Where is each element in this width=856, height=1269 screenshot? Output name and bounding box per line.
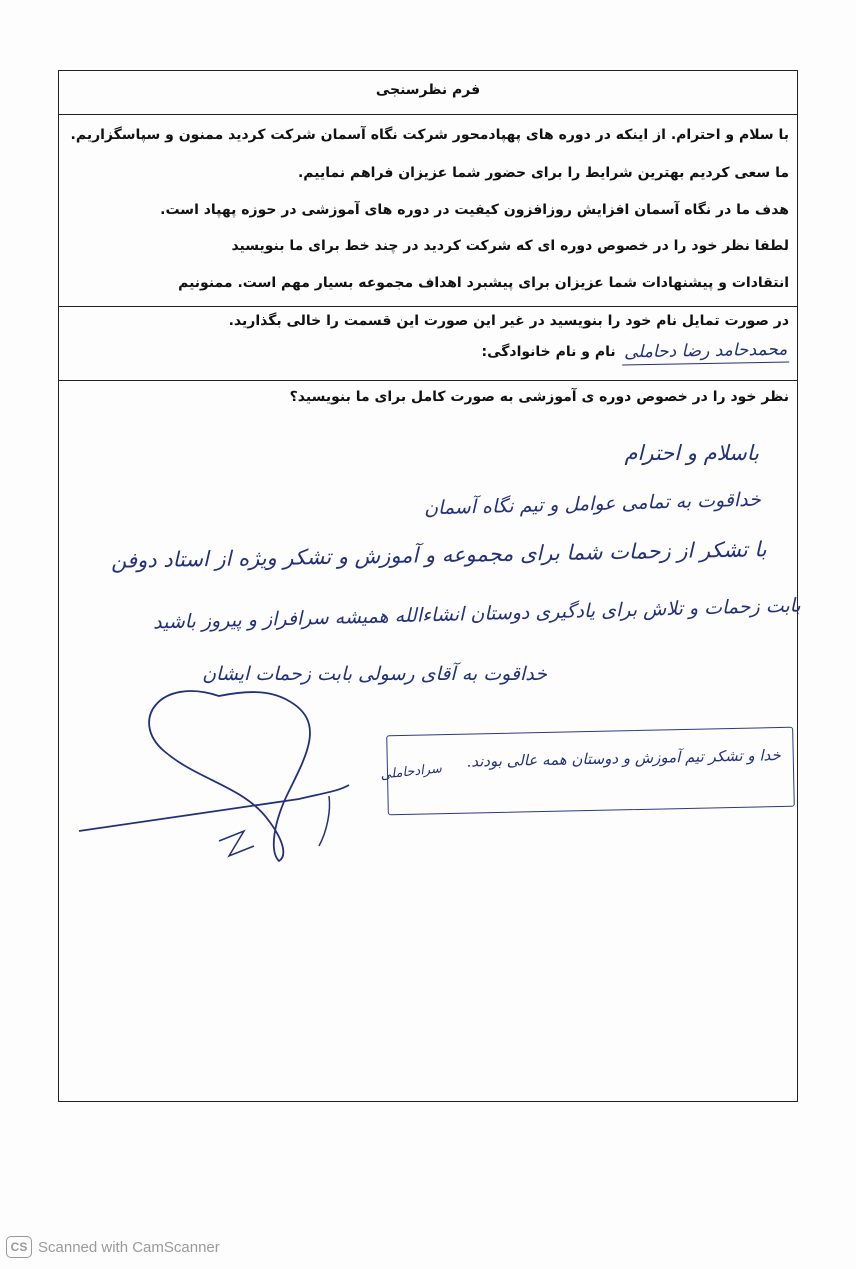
form-title-row bbox=[59, 71, 797, 115]
camscanner-label: Scanned with CamScanner bbox=[38, 1238, 220, 1256]
boxed-note-text: خدا و تشکر تیم آموزش و دوستان همه عالی بودند. bbox=[466, 746, 781, 771]
handwritten-line-2: خداقوت به تمامی عوامل و تیم نگاه آسمان bbox=[423, 488, 762, 520]
boxed-note bbox=[386, 727, 795, 816]
intro-line-4: لطفا نظر خود را در خصوص دوره ای که شرکت کردید در چند خط برای ما بنویسید bbox=[231, 238, 789, 254]
name-instruction: در صورت تمایل نام خود را بنویسید در غیر این صورت این قسمت را خالی بگذارید. bbox=[228, 313, 789, 329]
signature bbox=[69, 681, 443, 871]
signature-stroke bbox=[79, 785, 349, 831]
handwritten-line-3: با تشکر از زحمات شما برای مجموعه و آموزش و تشکر ویژه از استاد دوفن bbox=[111, 537, 768, 573]
signature-text: سرادحاملی bbox=[379, 761, 443, 783]
intro-line-3: هدف ما در نگاه آسمان افزایش روزافزون کیفیت در دوره های آموزشی در حوزه پهپاد است. bbox=[160, 202, 789, 218]
signature-tail bbox=[219, 831, 254, 856]
camscanner-watermark bbox=[6, 1236, 220, 1258]
name-row bbox=[59, 307, 797, 381]
intro-line-2: ما سعی کردیم بهترین شرایط را برای حضور شما عزیزان فراهم نماییم. bbox=[297, 165, 789, 181]
name-label: نام و نام خانوادگی: bbox=[481, 344, 616, 360]
intro-row bbox=[59, 115, 797, 307]
signature-hook bbox=[319, 796, 330, 846]
name-field bbox=[482, 341, 790, 364]
survey-form-table bbox=[58, 70, 802, 1102]
handwritten-line-4: بابت زحمات و تلاش برای یادگیری دوستان انشاءالله همیشه سرافراز و پیروز باشید bbox=[153, 594, 802, 634]
intro-line-5: انتقادات و پیشنهادات شما عزیزان برای پیشبرد اهداف مجموعه بسیار مهم است. ممنونیم bbox=[178, 275, 789, 291]
camscanner-logo: CS bbox=[6, 1236, 32, 1258]
handwritten-line-5: خداقوت به آقای رسولی بابت زحمات ایشان bbox=[202, 663, 547, 685]
name-value: محمدحامد رضا دحاملی bbox=[621, 340, 789, 366]
signature-loop bbox=[149, 691, 310, 861]
handwritten-line-1: باسلام و احترام bbox=[624, 441, 759, 465]
form-title: فرم نظرسنجی bbox=[375, 82, 481, 98]
intro-line-1: با سلام و احترام. از اینکه در دوره های پهپادمحور شرکت نگاه آسمان شرکت کردید ممنون و سپاسگزاریم. bbox=[70, 127, 789, 143]
opinion-row bbox=[59, 381, 802, 1101]
opinion-question: نظر خود را در خصوص دوره ی آموزشی به صورت کامل برای ما بنویسید؟ bbox=[289, 389, 789, 405]
